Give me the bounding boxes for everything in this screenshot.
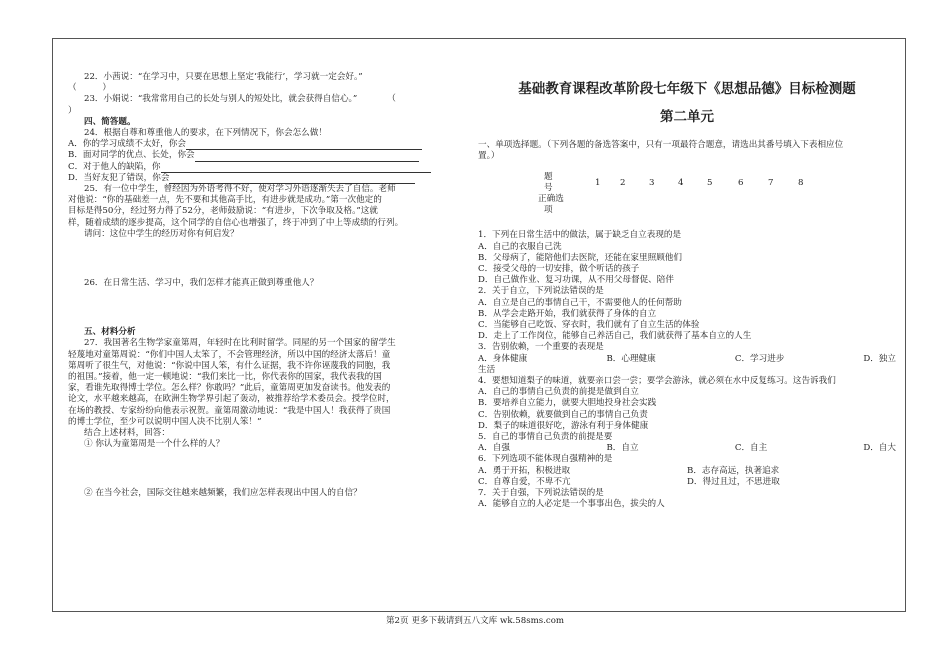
table-num-3: 3 xyxy=(649,178,655,189)
q6-option-a: A．勇于开拓，积极进取 xyxy=(478,465,571,476)
q3-option-d-tail: 生活 xyxy=(478,364,496,375)
q24-d-blank[interactable] xyxy=(169,174,415,184)
q1-option-b: B．父母病了，能陪他们去医院，还能在家里照顾他们 xyxy=(478,252,682,263)
q1-option-a: A．自己的衣服自己洗 xyxy=(478,241,562,252)
q3-options xyxy=(478,354,896,365)
q24-b-blank[interactable] xyxy=(195,152,419,162)
q3-text: 3．告别依赖，一个重要的表现是 xyxy=(478,342,604,353)
q6-option-c: C．自尊自爱，不卑不亢 xyxy=(478,476,571,487)
q5-text: 5．自己的事情自己负责的前提是要 xyxy=(478,432,613,443)
q23-text: 23．小娟说：“我常常用自己的长处与别人的短处比，就会获得自信心。” （ xyxy=(84,94,396,105)
q23-paren: ） xyxy=(68,105,77,116)
q3-option-a: A．身体健康 xyxy=(478,353,528,364)
q25-line-3: 目标是得50分，经过努力得了52分，老师鼓励说：“有进步，下次争取及格。”这就 xyxy=(68,206,378,217)
q3-option-d: D．独立 xyxy=(863,353,896,364)
answer-table xyxy=(478,172,896,224)
q4-option-b: B．要培养自立能力，就要大胆地投身社会实践 xyxy=(478,398,657,409)
table-num-1: 1 xyxy=(595,178,601,189)
q24-option-a: A．你的学习成绩不太好，你会 xyxy=(68,139,186,150)
section-4-title: 四、简答题。 xyxy=(84,116,136,127)
q26-text: 26．在日常生活、学习中，我们怎样才能真正做到尊重他人？ xyxy=(84,278,319,289)
q4-text: 4．要想知道梨子的味道，就要亲口尝一尝；要学会游泳，就必须在水中反复练习。这告诉我们 xyxy=(478,376,836,387)
table-num-5: 5 xyxy=(707,178,713,189)
q27-line-8: 的博士学位，至少可以说明中国人决不比别人笨！” xyxy=(68,416,262,427)
q5-options xyxy=(478,443,896,454)
q27-line-3: 第周听了很生气，对他说：“你说中国人笨，有什么证据，我不许你诬蔑我的同胞，我 xyxy=(68,360,391,371)
section-5-title: 五、材料分析 xyxy=(84,327,136,338)
q6-option-d: D．得过且过，不思进取 xyxy=(687,476,780,487)
q2-option-a: A．自立是自己的事情自己干，不需要他人的任何帮助 xyxy=(478,297,682,308)
table-header-1: 题 xyxy=(544,172,553,183)
q27-prompt: 结合上述材料，回答： xyxy=(84,428,170,439)
section-1-intro-2: 置。） xyxy=(478,151,500,162)
q24-option-b: B．面对同学的优点、长处，你会 xyxy=(68,150,195,161)
table-num-6: 6 xyxy=(738,178,744,189)
q4-option-d: D．梨子的味道很好吃，游泳有利于身体健康 xyxy=(478,420,649,431)
q1-option-c: C．接受父母的一切安排，做个听话的孩子 xyxy=(478,264,640,275)
q5-option-b: B．自立 xyxy=(606,443,639,454)
q4-option-a: A．自己的事情自己负责的前提是做到自立 xyxy=(478,387,639,398)
q27-line-4: 的祖国。”接着，他一定一顿地说：“我们来比一比，你代表你的国家，我代表我的国 xyxy=(68,372,382,383)
q27-line-7: 在场的教授、专家纷纷向他表示祝贺。童第周激动地说：“我是中国人！我获得了贵国 xyxy=(68,405,391,416)
table-header-3: 正确选 xyxy=(538,194,564,205)
section-1-intro-1: 一、单项选择题。（下列各题的备选答案中，只有一项最符合题意，请选出其番号填入下表相应位 xyxy=(478,140,844,150)
q25-line-4: 样，随着成绩的逐步提高，这个同学的自信心也增强了，终于冲到了中上等成绩的行列。 xyxy=(68,217,404,228)
q6-options-row-2 xyxy=(478,477,896,488)
q25-question: 请问：这位中学生的经历对你有何启发？ xyxy=(84,228,239,239)
q7-option-a: A．能够自立的人必定是一个事事出色，拔尖的人 xyxy=(478,499,665,510)
q24-text: 24．根据自尊和尊重他人的要求，在下列情况下，你会怎么做！ xyxy=(84,128,327,139)
q4-option-c: C．告别依赖，就要做到自己的事情自己负责 xyxy=(478,409,648,420)
table-header-2: 号 xyxy=(544,183,553,194)
q2-option-c: C．当能够自己吃饭、穿衣时，我们就有了自立生活的体验 xyxy=(478,320,700,331)
q7-text: 7．关于自强，下列说法错误的是 xyxy=(478,488,604,499)
table-header-4: 项 xyxy=(544,205,553,216)
q25-line-2: 对他说：“你的基础差一点，先不要和其他高手比，有进步就是成功。”第一次他定的 xyxy=(68,195,382,206)
q6-option-b: B．志存高远，执著追求 xyxy=(687,465,780,476)
q2-text: 2．关于自立，下列说法错误的是 xyxy=(478,286,604,297)
q3-option-b: B．心理健康 xyxy=(606,353,656,364)
table-num-7: 7 xyxy=(768,178,774,189)
q5-option-a: A．自强 xyxy=(478,443,510,454)
q1-option-d: D．自己做作业、复习功课，从不用父母督促、陪伴 xyxy=(478,275,674,286)
q5-option-c: C．自主 xyxy=(734,443,768,454)
exam-subtitle: 第二单元 xyxy=(660,109,714,125)
q27-line-1: 27．我国著名生物学家童第周，年轻时在比利时留学。同屋的另一个国家的留学生 xyxy=(84,338,396,349)
page-footer: 第2页 更多下载请到五八文库 wk.58sms.com xyxy=(385,616,565,626)
q24-a-blank[interactable] xyxy=(186,140,422,150)
table-num-8: 8 xyxy=(798,178,804,189)
q27-line-6: 论文，水平越来越高，在欧洲生物学界引起了轰动，被推荐给学术委员会。授学位时， xyxy=(68,394,395,405)
q24-option-c: C．对于他人的缺陷，你 xyxy=(68,161,161,172)
q22-text: 22．小茜说：“在学习中，只要在思想上坚定‘我能行’，学习就一定会好。” xyxy=(84,72,363,82)
q27-sub-1: ① 你认为童第周是一个什么样的人？ xyxy=(84,439,225,450)
q24-c-blank[interactable] xyxy=(161,163,431,173)
exam-title: 基础教育课程改革阶段七年级下《思想品德》目标检测题 xyxy=(518,81,856,97)
q6-text: 6．下列选项不能体现自强精神的是 xyxy=(478,454,613,465)
q24-option-d: D．当好友犯了错误，你会 xyxy=(68,172,170,183)
q22-paren: （ ） xyxy=(68,83,111,94)
q25-line-1: 25．有一位中学生，曾经因为外语考得不好，使对学习外语逐渐失去了自信。老师 xyxy=(84,184,396,195)
q3-option-c: C．学习进步 xyxy=(734,353,785,364)
q27-sub-2: ② 在当今社会，国际交往越来越频繁，我们应怎样表现出中国人的自信？ xyxy=(84,488,362,499)
q1-text: 1．下列在日常生活中的做法，属于缺乏自立表现的是 xyxy=(478,230,682,241)
right-column xyxy=(478,78,896,510)
q27-line-2: 轻蔑地对童第周说：“你们中国人太笨了，不会管理经济，所以中国的经济太落后！童 xyxy=(68,349,391,360)
q5-option-d: D．自大 xyxy=(863,443,896,454)
q2-option-d: D．走上了工作岗位，能够自己养活自己，我们就获得了基本自立的人生 xyxy=(478,331,752,342)
q27-line-5: 家，看谁先取得博士学位。怎么样？你敢吗？”此后，童第周更加发奋读书。他发表的 xyxy=(68,383,391,394)
q2-option-b: B．从学会走路开始，我们就获得了身体的自立 xyxy=(478,308,657,319)
q6-options-row-1 xyxy=(478,466,896,477)
left-column xyxy=(68,72,468,500)
table-num-4: 4 xyxy=(678,178,684,189)
table-num-2: 2 xyxy=(620,178,626,189)
